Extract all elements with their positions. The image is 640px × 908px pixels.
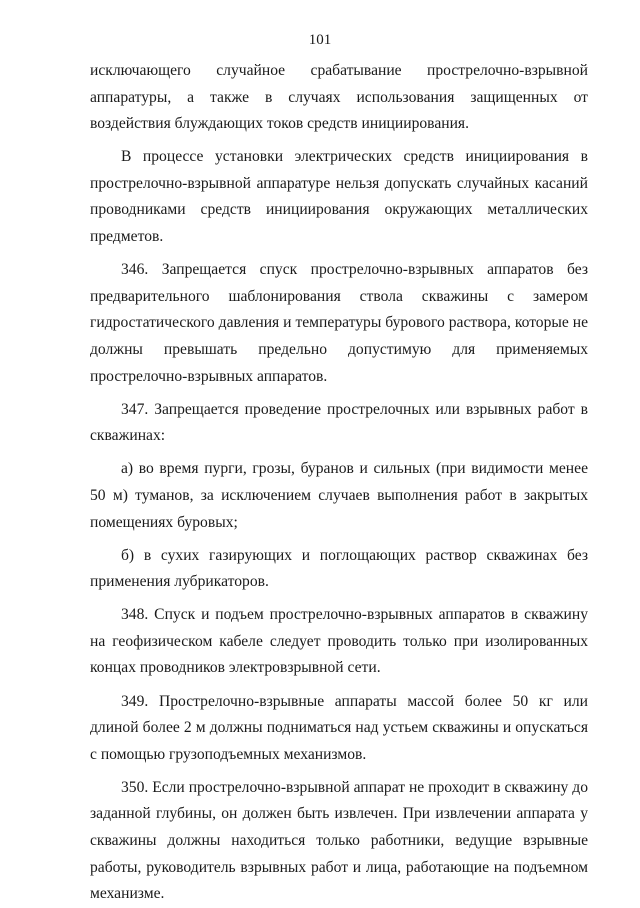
paragraph-347-a: а) во время пурги, грозы, буранов и сильных (при видимости менее 50 м) туманов, за исключением случаев выполнения работ в закрытых помещениях буровых; (90, 460, 588, 531)
page-number: 101 (308, 32, 332, 48)
paragraph-349: 349. Прострелочно-взрывные аппараты массой более 50 кг или длиной более 2 м должны подниматься над устьем скважины и опускаться с помощью грузоподъемных механизмов. (90, 692, 588, 763)
document-body (90, 58, 588, 908)
paragraph-installation: В процессе установки электрических средств инициирования в прострелочно-взрывной аппаратуре нельзя допускать случайных касаний проводниками средств инициирования окружающих металлических предметов. (90, 148, 588, 246)
paragraph-continuation: исключающего случайное срабатывание прострелочно-взрывной аппаратуры, а также в случаях использования защищенных от воздействия блуждающих токов средств инициирования. (90, 62, 588, 133)
paragraph-347-b: б) в сухих газирующих и поглощающих раствор скважинах без применения лубрикаторов. (90, 546, 588, 591)
paragraph-350: 350. Если прострелочно-взрывной аппарат не проходит в скважину до заданной глубины, он должен быть извлечен. При извлечении аппарата у скважины должны находиться только работники, ведущие взрывные работы, руководитель взрывных работ и лица, работающие на подъемном механизме. (90, 778, 588, 903)
paragraph-348: 348. Спуск и подъем прострелочно-взрывных аппаратов в скважину на геофизическом кабеле следует проводить только при изолированных концах проводников электровзрывной сети. (90, 606, 588, 677)
paragraph-346: 346. Запрещается спуск прострелочно-взрывных аппаратов без предварительного шаблонирования ствола скважины с замером гидростатического давления и температуры бурового раствора, которые не должны превышать предельно допустимую для применяемых прострелочно-взрывных аппаратов. (90, 261, 588, 385)
paragraph-347: 347. Запрещается проведение прострелочных или взрывных работ в скважинах: (90, 400, 588, 445)
